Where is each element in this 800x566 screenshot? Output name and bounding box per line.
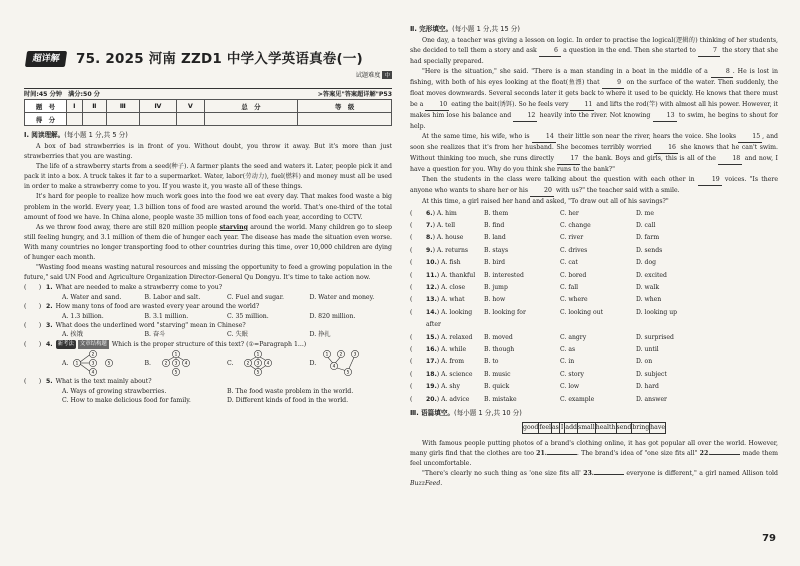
options-1 (24, 293, 392, 302)
blank-17[interactable]: 17 (557, 154, 581, 165)
reading-paragraph: "Wasting food means wasting natural resources and missing the opportunity to feed a growing population in the future," said UN Food and Agriculture Organization Director-General Qu Dongyu. It's time to take action now. (24, 264, 392, 282)
word: small (578, 424, 595, 431)
reading-paragraph: It's hard for people to realize how much work goes into the food we eat every day. That makes food waste a big problem in the world. Every year, 1.3 billion tons of food are wasted around the world. That's one-third of the total amount of food we have. In China alone, people waste 35 million tons of food each year, according to CCTV. (24, 193, 392, 221)
blank-19[interactable]: 19 (698, 175, 722, 186)
blank-11[interactable]: 11 (570, 100, 594, 111)
blank-22[interactable] (710, 454, 740, 455)
passage-paragraph: With famous people putting photos of a brand's clothing online, it has got popular all over the world. However, many girls find that the clothes are too 21. . The brand's idea of "one size fits all" 22. made them feel uncomfortable. (410, 440, 778, 468)
svg-text:2: 2 (339, 351, 343, 357)
options-5a (24, 387, 392, 396)
option: B. The food waste problem in the world. (227, 387, 354, 395)
options-3 (24, 330, 392, 339)
score-header-row (25, 100, 392, 113)
option: B. Labor and salt. (144, 293, 201, 301)
row-label: 得 分 (25, 113, 67, 126)
question-number: 3. (46, 321, 53, 329)
question-text: How many tons of food are wasted every year around the world? (55, 303, 260, 311)
option-letter: C. (227, 359, 234, 367)
structure-diagram-b (154, 350, 200, 376)
svg-text:2: 2 (247, 360, 250, 366)
question-number: 1. (46, 284, 53, 292)
detail-badge: 超详解 (25, 51, 67, 67)
structure-option-a (62, 350, 145, 376)
structure-option-b (145, 350, 228, 376)
svg-text:1: 1 (257, 351, 260, 357)
question-number: 4. (46, 340, 53, 348)
blank-16[interactable]: 16 (654, 143, 678, 154)
word: as (551, 424, 559, 431)
blank-10[interactable]: 10 (425, 100, 449, 111)
svg-text:4: 4 (92, 369, 95, 375)
section-note: (每小题 1 分,共 5 分) (64, 131, 128, 139)
structure-diagram-d (319, 350, 365, 376)
difficulty-label: 试题难度 (355, 72, 381, 79)
choice-row: ( 18.) A. science B. music C. story D. subject (410, 370, 667, 378)
option: C. 失眠 (227, 331, 248, 339)
choice-row: ( 9.) A. returns B. stays C. drives D. sends (410, 246, 663, 254)
option: A. 1.3 billion. (62, 312, 104, 320)
word: feel (539, 424, 551, 431)
reading-paragraph (24, 223, 392, 263)
word: health (595, 424, 616, 431)
score-cell[interactable] (176, 113, 204, 126)
svg-text:4: 4 (332, 363, 336, 369)
blank-number-21: 21. (536, 450, 547, 458)
choice-row: ( 7.) A. tell B. find C. change D. call (410, 221, 656, 229)
structure-option-d (310, 350, 393, 376)
svg-text:5: 5 (174, 369, 178, 375)
option: A. Ways of growing strawberries. (62, 387, 167, 395)
option-letter: B. (144, 359, 152, 367)
options-5b (24, 396, 392, 405)
score-cell[interactable] (82, 113, 106, 126)
option: D. 挣扎 (309, 331, 331, 339)
blank-15[interactable]: 15 (738, 132, 762, 143)
reading-paragraph: The life of a strawberry starts from a seed(种子). A farmer plants the seed and waters it. Later, people pick it and pack it into a box. A truck takes it far to a supermarket. Water, labor(劳动力), fuel(燃料) and money must all be used in order to make a strawberry come to you. If you waste it, you waste all of these things. (24, 163, 392, 191)
word: add (565, 424, 578, 431)
reading-paragraph: A box of bad strawberries is in front of you. Without doubt, you throw it away. But it's more than just strawberries that you are wasting. (24, 143, 392, 161)
structure-options (24, 349, 392, 377)
score-cell[interactable] (298, 113, 392, 126)
col-total: 总 分 (204, 100, 298, 113)
word: bring (632, 424, 650, 431)
blank-14[interactable]: 14 (532, 132, 556, 143)
question-number: 2. (46, 303, 53, 311)
option: C. Fuel and sugar. (227, 293, 284, 301)
svg-text:4: 4 (267, 360, 270, 366)
left-column (24, 0, 392, 566)
question-1 (24, 283, 392, 292)
answer-ref: >答案见"答案超详解"P53 (317, 91, 392, 98)
difficulty (356, 70, 392, 79)
time-score: 时间:45 分钟 满分:50 分 (24, 91, 100, 98)
section-1-title: Ⅰ. 阅读理解。(每小题 1 分,共 5 分) (24, 131, 128, 139)
svg-text:3: 3 (257, 360, 260, 366)
score-cell[interactable] (204, 113, 298, 126)
word: good (523, 424, 539, 431)
cloze-choices (410, 208, 778, 407)
option: D. Different kinds of food in the world. (227, 396, 349, 404)
blank-number-22: 22. (699, 450, 711, 458)
col-5: Ⅴ (176, 100, 204, 113)
svg-text:2: 2 (92, 351, 95, 357)
svg-text:3: 3 (353, 351, 357, 357)
question-2 (24, 302, 392, 311)
choice-row: ( 15.) A. relaxed B. moved C. angry D. surprised (410, 333, 674, 341)
svg-text:3: 3 (174, 360, 178, 366)
score-cell[interactable] (139, 113, 176, 126)
text: As we throw food away, there are still 820 million people (36, 223, 220, 231)
blank-8[interactable]: 8 (711, 67, 733, 78)
word-bank (522, 422, 666, 434)
cloze-paragraph: At this time, a girl raised her hand and asked, "To draw out all of his savings?" (422, 198, 669, 206)
question-3 (24, 321, 392, 330)
score-cell[interactable] (67, 113, 83, 126)
cloze-paragraph: At the same time, his wife, who is 14 their little son near the river, hears the voice. She looks 15 , and soon she realizes that it's from her husband. She becomes terribly worried 16 she knows that he can't swim. Without thinking too much, she runs directly 17 the bank. Boys and girls, this is all of the 18 and now, I have a question for you. Why do you think she runs to the bank?" (410, 132, 778, 174)
blank-21[interactable] (547, 454, 577, 455)
choice-row: ( 12.) A. close B. jump C. fall D. walk (410, 283, 660, 291)
svg-text:5: 5 (108, 360, 111, 366)
option: C. How to make delicious food for family. (62, 396, 191, 404)
question-text: What does the underlined word "starving" mean in Chinese? (55, 321, 246, 329)
question-text: What are needed to make a strawberry come to you? (55, 284, 223, 292)
section-note: (每小题 1 分,共 15 分) (452, 25, 520, 33)
choice-row: ( 8.) A. house B. land C. river D. farm (410, 234, 660, 242)
underlined-word: starving (219, 223, 248, 231)
choice-row: ( 20.) A. advice B. mistake C. example D. answer (410, 395, 667, 403)
cloze-paragraph: Then the students in the class were talking about the question with each other in 19 voices. "Is there anyone who wants to share her or his 20 with us?" the teacher said with a smile. (410, 175, 778, 197)
col-3: Ⅲ (106, 100, 139, 113)
word: have (650, 424, 665, 431)
right-column (410, 0, 778, 566)
section-3-title: Ⅲ. 语篇填空。(每小题 1 分,共 10 分) (410, 409, 522, 417)
svg-text:2: 2 (164, 360, 168, 366)
col-4: Ⅳ (139, 100, 176, 113)
page-number: 79 (762, 533, 776, 544)
score-value-row (25, 113, 392, 126)
option: D. 820 million. (309, 312, 356, 320)
svg-text:3: 3 (92, 360, 95, 366)
option: A. 挨饿 (62, 331, 83, 339)
svg-text:5: 5 (346, 369, 350, 375)
row-label: 题 号 (25, 100, 67, 113)
word: I (560, 423, 566, 433)
blank-23[interactable] (594, 474, 624, 475)
blank-number-23: 23. (583, 470, 594, 478)
exam-header (24, 48, 392, 88)
option-letter: A. (62, 359, 69, 367)
exam-meta (24, 88, 392, 99)
section-note: (每小题 1 分,共 10 分) (454, 409, 522, 417)
cloze-paragraph: One day, a teacher was giving a lesson on logic. In order to practise the logical(逻辑的) thinking of her students, she decided to tell them a story and ask 6 a question in the end. Then she started to 7 the story that she had specially prepared. (410, 37, 778, 66)
choice-row: ( 13.) A. what B. how C. where D. when (410, 296, 662, 304)
choice-row: ( 16.) A. while B. though C. as D. until (410, 345, 659, 353)
col-2: Ⅱ (82, 100, 106, 113)
svg-text:1: 1 (76, 360, 79, 366)
option: A. Water and sand. (62, 293, 122, 301)
answer-bracket[interactable]: ( ) (24, 303, 42, 311)
svg-text:1: 1 (325, 351, 329, 357)
question-5 (24, 377, 392, 386)
option: D. Water and money. (309, 293, 375, 301)
section-2-title: Ⅱ. 完形填空。(每小题 1 分,共 15 分) (410, 25, 520, 33)
option: B. 奋斗 (144, 331, 166, 339)
blank-20[interactable]: 20 (530, 186, 554, 197)
question-text: Which is the proper structure of this text? (①=Paragraph 1...) (111, 340, 307, 348)
choice-row: ( 14.) A. looking after B. looking for C. looking out D. looking up (410, 308, 678, 329)
choice-row: ( 6.) A. him B. them C. her D. me (410, 209, 654, 217)
answer-bracket[interactable]: ( ) (24, 321, 42, 329)
exam-title: 75. 2025 河南 ZZD1 中学入学英语真卷(一) (76, 51, 363, 67)
option: B. 3.1 million. (144, 312, 189, 320)
option: C. 35 million. (227, 312, 269, 320)
score-cell[interactable] (106, 113, 139, 126)
structure-diagram-a (71, 350, 117, 376)
choice-row: ( 19.) A. shy B. quick C. low D. hard (410, 383, 659, 391)
blank-9[interactable]: 9 (602, 78, 624, 89)
choice-row: ( 11.) A. thankful B. interested C. bored D. excited (410, 271, 667, 279)
choice-row: ( 17.) A. from B. to C. in D. on (410, 358, 653, 366)
answer-bracket[interactable]: ( ) (24, 284, 42, 292)
structure-diagram-c (236, 350, 282, 376)
passage-paragraph: "There's clearly no such thing as 'one size fits all' 23. everyone is different," a girl named Allison told BuzzFeed. (410, 470, 778, 488)
question-text: What is the text mainly about? (55, 378, 152, 386)
svg-text:4: 4 (184, 360, 188, 366)
col-1: Ⅰ (67, 100, 83, 113)
structure-option-c (227, 350, 310, 376)
cloze-paragraph: "Here is the situation," she said. "There is a man standing in a boat in the middle of a 8 . He is lost in fishing, with both of his eyes looking at the float(鱼漂) that 9 on the surface of the water. Then suddenly, the float moves downwards. Several seconds later it gets back to where it used to be quickly. He knows that there must be a 10 eating the bait(诱饵). So he feels very 11 and lifts the rod(竿) with almost all his power. However, it makes him lose his balance and 12 heavily into the river. Not knowing 13 to swim, he begins to shout for help. (410, 68, 778, 130)
answer-bracket[interactable]: ( ) (24, 340, 42, 348)
blank-6[interactable]: 6 (539, 46, 561, 57)
svg-text:5: 5 (257, 369, 260, 375)
score-table (24, 99, 392, 126)
text: around the world. Many children go to sleep still feeling hungry, and 3.1 million of them die of hunger each year. The disease has made the situation even worse. With many countries no longer transporting food to other countries during this time, over 10,000 children are dying of hunger each month. (24, 223, 392, 262)
blank-18[interactable]: 18 (718, 154, 742, 165)
choice-row: ( 10.) A. fish B. bird C. cat D. dog (410, 259, 657, 267)
blank-12[interactable]: 12 (513, 111, 537, 122)
answer-bracket[interactable]: ( ) (24, 378, 42, 386)
col-grade: 等 级 (298, 100, 392, 113)
structure-tag: 文章结构题 (78, 340, 109, 349)
difficulty-level: 中 (384, 73, 390, 79)
question-number: 5. (46, 378, 53, 386)
svg-text:1: 1 (174, 351, 178, 357)
blank-7[interactable]: 7 (698, 46, 720, 57)
option-letter: D. (309, 359, 317, 367)
word: send (616, 424, 632, 431)
blank-13[interactable]: 13 (653, 111, 677, 122)
new-method-tag: 新考法 (56, 340, 76, 349)
options-2 (24, 312, 392, 321)
question-4 (24, 340, 392, 349)
